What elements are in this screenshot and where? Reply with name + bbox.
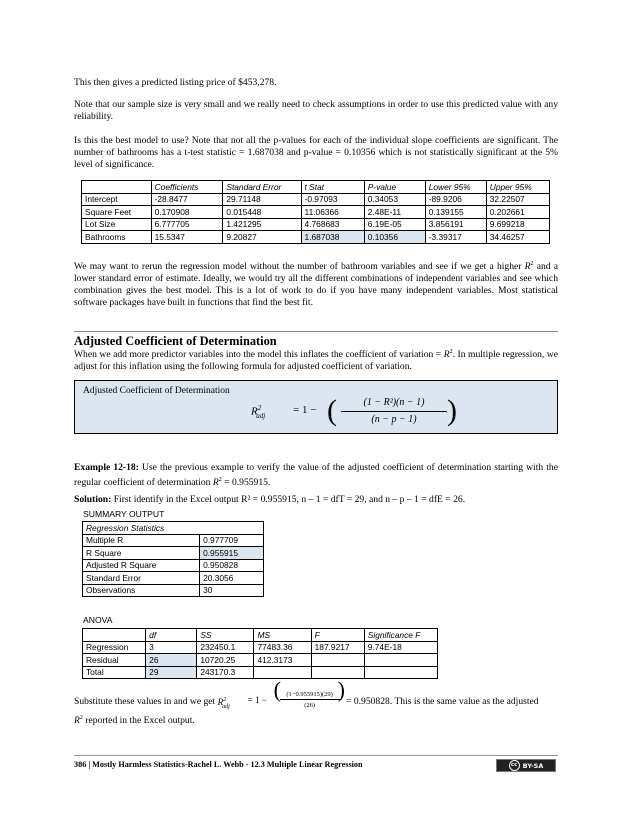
header-cell: P-value (364, 181, 425, 194)
table-cell: 9.699218 (486, 218, 549, 231)
table-cell: Adjusted R Square (83, 559, 200, 572)
table-cell: 4.768683 (301, 218, 364, 231)
adjusted-r2-formula: $R^2_{adj}$ = 1 − ( (1 − R²)(n − 1) (n − p − 1) ) (251, 394, 457, 427)
table-cell: 1.687038 (301, 231, 364, 244)
table-row (83, 641, 438, 654)
paragraph-substitute: Substitute these values in and we get $R^2_{adj}$ = 1 − ( (1−0.955915)(29) (26) ) = 0.950828. This is the same value as the adjusted (74, 690, 558, 720)
formula-box-title: Adjusted Coefficient of Determination (83, 386, 230, 396)
table-cell: 0.139155 (425, 206, 486, 219)
table-cell: 187.9217 (311, 641, 364, 654)
paragraph-best-model: Is this the best model to use? Note that not all the p-values for each of the individual slope coefficients are significant. The number of bathrooms has a t-test statistic = 1.687038 and p-value = 0.10356 which is not statistically significant at the 5% level of significance. (74, 135, 558, 170)
table-cell: -89.9206 (425, 193, 486, 206)
section-heading: Adjusted Coefficient of Determination (74, 331, 558, 349)
table-cell: -0.97093 (301, 193, 364, 206)
table-cell: 3.856191 (425, 218, 486, 231)
formula-box (74, 380, 558, 434)
substitution-formula: $R^2_{adj}$ = 1 − ( (1−0.955915)(29) (26) ) (217, 677, 345, 710)
table-cell: 11.06366 (301, 206, 364, 219)
table-cell: 20.3056 (200, 572, 264, 585)
table-row (82, 218, 550, 231)
table-row (82, 193, 550, 206)
paragraph-predicted-price: This then gives a predicted listing price of $453,278. (74, 77, 277, 88)
header-cell (83, 629, 146, 642)
table-cell: 10720.25 (197, 654, 254, 667)
table-cell: 77483.36 (254, 641, 311, 654)
table-row (83, 666, 438, 679)
table-cell: Lot Size (82, 218, 152, 231)
table-row (83, 654, 438, 667)
table-cell: 0.202661 (486, 206, 549, 219)
table-header-row (83, 522, 264, 535)
table-cell: 0.34053 (364, 193, 425, 206)
table-row (83, 572, 264, 585)
header-cell: Significance F (364, 629, 437, 642)
header-cell: Standard Error (223, 181, 301, 194)
table-cell: 9.20827 (223, 231, 301, 244)
table-cell: 0.170908 (151, 206, 223, 219)
header-cell: MS (254, 629, 311, 642)
paragraph-adjusted-intro: When we add more predictor variables into the model this inflates the coefficient of variation = $R^2$. In multiple regression, we adjust for this inflation using the following formula for adjusted coefficient of variation. (74, 349, 558, 373)
table-cell: 6.777705 (151, 218, 223, 231)
table-cell: 2.48E-11 (364, 206, 425, 219)
footer-text: 386 | Mostly Harmless Statistics-Rachel L. Webb - 12.3 Multiple Linear Regression (74, 760, 363, 769)
table-cell: Total (83, 666, 146, 679)
paragraph-solution: Solution: First identify in the Excel output R² = 0.955915, n – 1 = dfT = 29, and n – p – 1 = dfE = 26. (74, 494, 466, 505)
header-cell: Coefficients (151, 181, 223, 194)
cc-license-badge: cc BY-SA (496, 759, 556, 772)
table-row (83, 547, 264, 560)
table-row (83, 559, 264, 572)
header-cell (82, 181, 152, 194)
paragraph-example: Example 12-18: Use the previous example to verify the value of the adjusted coefficient of determination starting with the regular coefficient of determination $R^2 = 0.955915$. (74, 462, 558, 489)
table-row (82, 206, 550, 219)
table-cell: 1.421295 (223, 218, 301, 231)
header-cell: t Stat (301, 181, 364, 194)
table-cell: Square Feet (82, 206, 152, 219)
table-cell: 6.19E-05 (364, 218, 425, 231)
table-cell: Bathrooms (82, 231, 152, 244)
table-cell: Residual (83, 654, 146, 667)
table-cell: 9.74E-18 (364, 641, 437, 654)
table-header-row (82, 181, 550, 194)
table-cell: 0.955915 (200, 547, 264, 560)
table-cell: R Square (83, 547, 200, 560)
table-cell: 26 (146, 654, 197, 667)
page-footer (74, 755, 558, 774)
anova-title: ANOVA (83, 615, 113, 625)
header-cell: SS (197, 629, 254, 642)
table-cell: -3.39317 (425, 231, 486, 244)
table-cell: -28.8477 (151, 193, 223, 206)
paragraph-rerun-model: We may want to rerun the regression model without the number of bathroom variables and see if we get a higher $R^2$ and a lower standard error of estimate. Ideally, we would try all the different combinations of independent variables and see which combination gives the best model. This is a lot of work to do if you have many independent variables. Most statistical software packages have built in functions that find the best fit. (74, 261, 558, 309)
table-cell: 0.977709 (200, 534, 264, 547)
table-cell: 0.950828 (200, 559, 264, 572)
header-cell: Regression Statistics (83, 522, 264, 535)
table-cell: 29 (146, 666, 197, 679)
table-cell: 15.5347 (151, 231, 223, 244)
table-cell: Standard Error (83, 572, 200, 585)
table-cell: 0.015448 (223, 206, 301, 219)
table-cell: 29.71148 (223, 193, 301, 206)
table-cell: Regression (83, 641, 146, 654)
table-cell: 0.10356 (364, 231, 425, 244)
table-cell: 412.3173 (254, 654, 311, 667)
table-cell (364, 666, 437, 679)
table-row (83, 534, 264, 547)
header-cell: Lower 95% (425, 181, 486, 194)
regression-statistics-table (82, 521, 264, 597)
table-cell: Multiple R (83, 534, 200, 547)
table-row (82, 231, 550, 244)
cc-icon: cc (509, 760, 520, 771)
anova-table (82, 628, 438, 679)
table-cell: 3 (146, 641, 197, 654)
summary-output-title: SUMMARY OUTPUT (83, 509, 165, 519)
header-cell: Upper 95% (486, 181, 549, 194)
table-cell (254, 666, 311, 679)
table-row (83, 584, 264, 597)
table-cell: 232450.1 (197, 641, 254, 654)
table-cell: 243170.3 (197, 666, 254, 679)
table-cell (311, 654, 364, 667)
table-header-row (83, 629, 438, 642)
paragraph-substitute-line2: $R^2$ reported in the Excel output. (74, 715, 195, 727)
table-cell: 34.46257 (486, 231, 549, 244)
table-cell: 30 (200, 584, 264, 597)
paragraph-sample-size: Note that our sample size is very small and we really need to check assumptions in order to use this predicted value with any reliability. (74, 99, 558, 122)
table-cell: Observations (83, 584, 200, 597)
header-cell: df (146, 629, 197, 642)
coefficients-table (81, 180, 550, 244)
table-cell: Intercept (82, 193, 152, 206)
table-cell: 32.22507 (486, 193, 549, 206)
header-cell: F (311, 629, 364, 642)
table-cell (364, 654, 437, 667)
